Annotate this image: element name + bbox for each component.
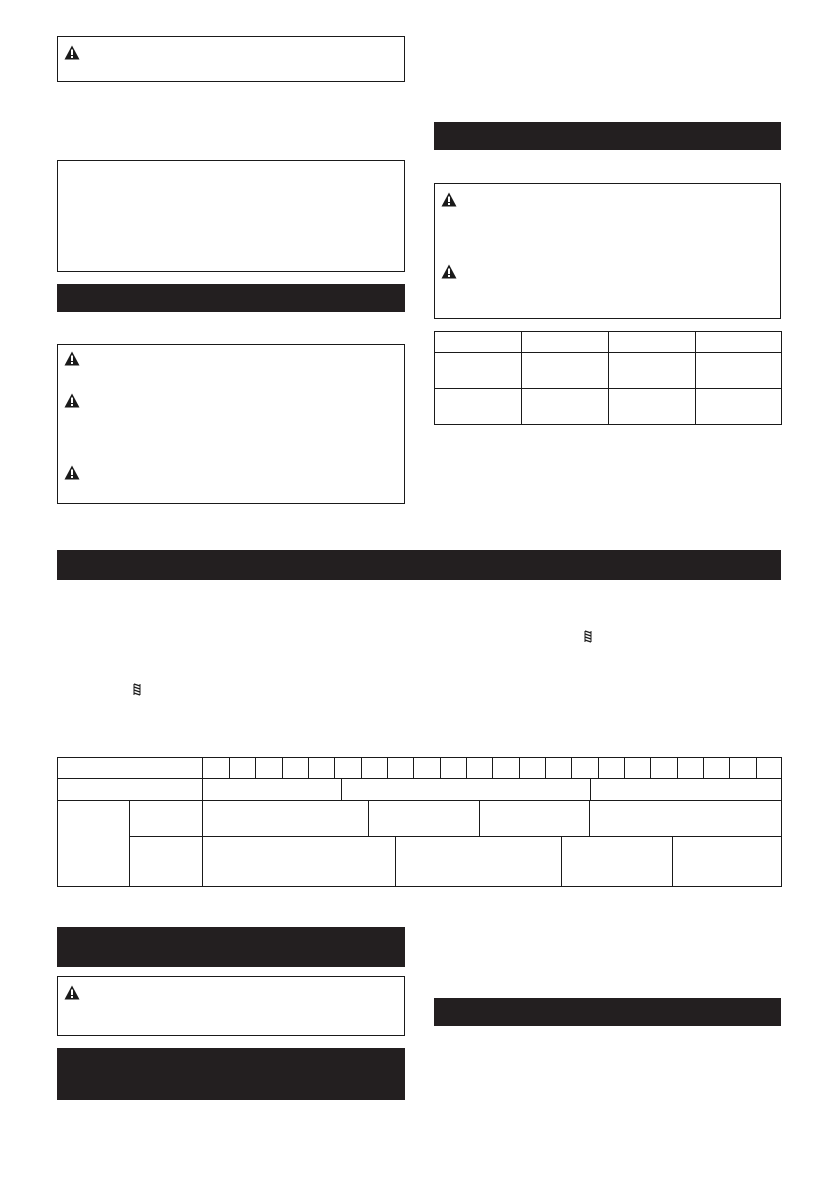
screw-icon bbox=[584, 630, 592, 645]
warning-box-top-left bbox=[57, 36, 405, 82]
table-cell bbox=[435, 332, 522, 353]
table-cell bbox=[696, 332, 782, 353]
section-bar-full-width bbox=[57, 550, 781, 580]
section-bar-left-1 bbox=[57, 284, 405, 312]
table-cell bbox=[522, 332, 609, 353]
warning-triangle-icon bbox=[64, 985, 80, 1000]
table-cell bbox=[609, 332, 696, 353]
table-row bbox=[435, 353, 782, 389]
warning-triangle-icon bbox=[64, 465, 80, 480]
table-cell bbox=[696, 353, 782, 389]
table-cell bbox=[522, 389, 609, 425]
table-cell bbox=[609, 353, 696, 389]
warning-triangle-icon bbox=[64, 45, 80, 60]
table-cell bbox=[609, 389, 696, 425]
warning-triangle-icon bbox=[441, 264, 457, 279]
warning-box-bottom-left bbox=[57, 976, 405, 1036]
section-bar-left-3 bbox=[57, 1048, 405, 1100]
section-bar-right-1 bbox=[434, 122, 781, 150]
section-bar-right-2 bbox=[434, 998, 781, 1026]
table-cell bbox=[696, 389, 782, 425]
warning-box-right bbox=[434, 183, 781, 319]
table-row bbox=[435, 332, 782, 353]
warning-triangle-icon bbox=[64, 393, 80, 408]
big-table bbox=[57, 757, 782, 887]
warning-box-left-multi bbox=[57, 344, 405, 504]
warning-triangle-icon bbox=[441, 192, 457, 207]
table-row bbox=[435, 389, 782, 425]
small-table bbox=[434, 331, 782, 425]
table-cell bbox=[435, 389, 522, 425]
section-bar-left-2 bbox=[57, 927, 405, 967]
note-box-left bbox=[57, 160, 405, 272]
table-cell bbox=[435, 353, 522, 389]
table-cell bbox=[522, 353, 609, 389]
screw-icon bbox=[133, 683, 141, 698]
warning-triangle-icon bbox=[64, 351, 80, 366]
